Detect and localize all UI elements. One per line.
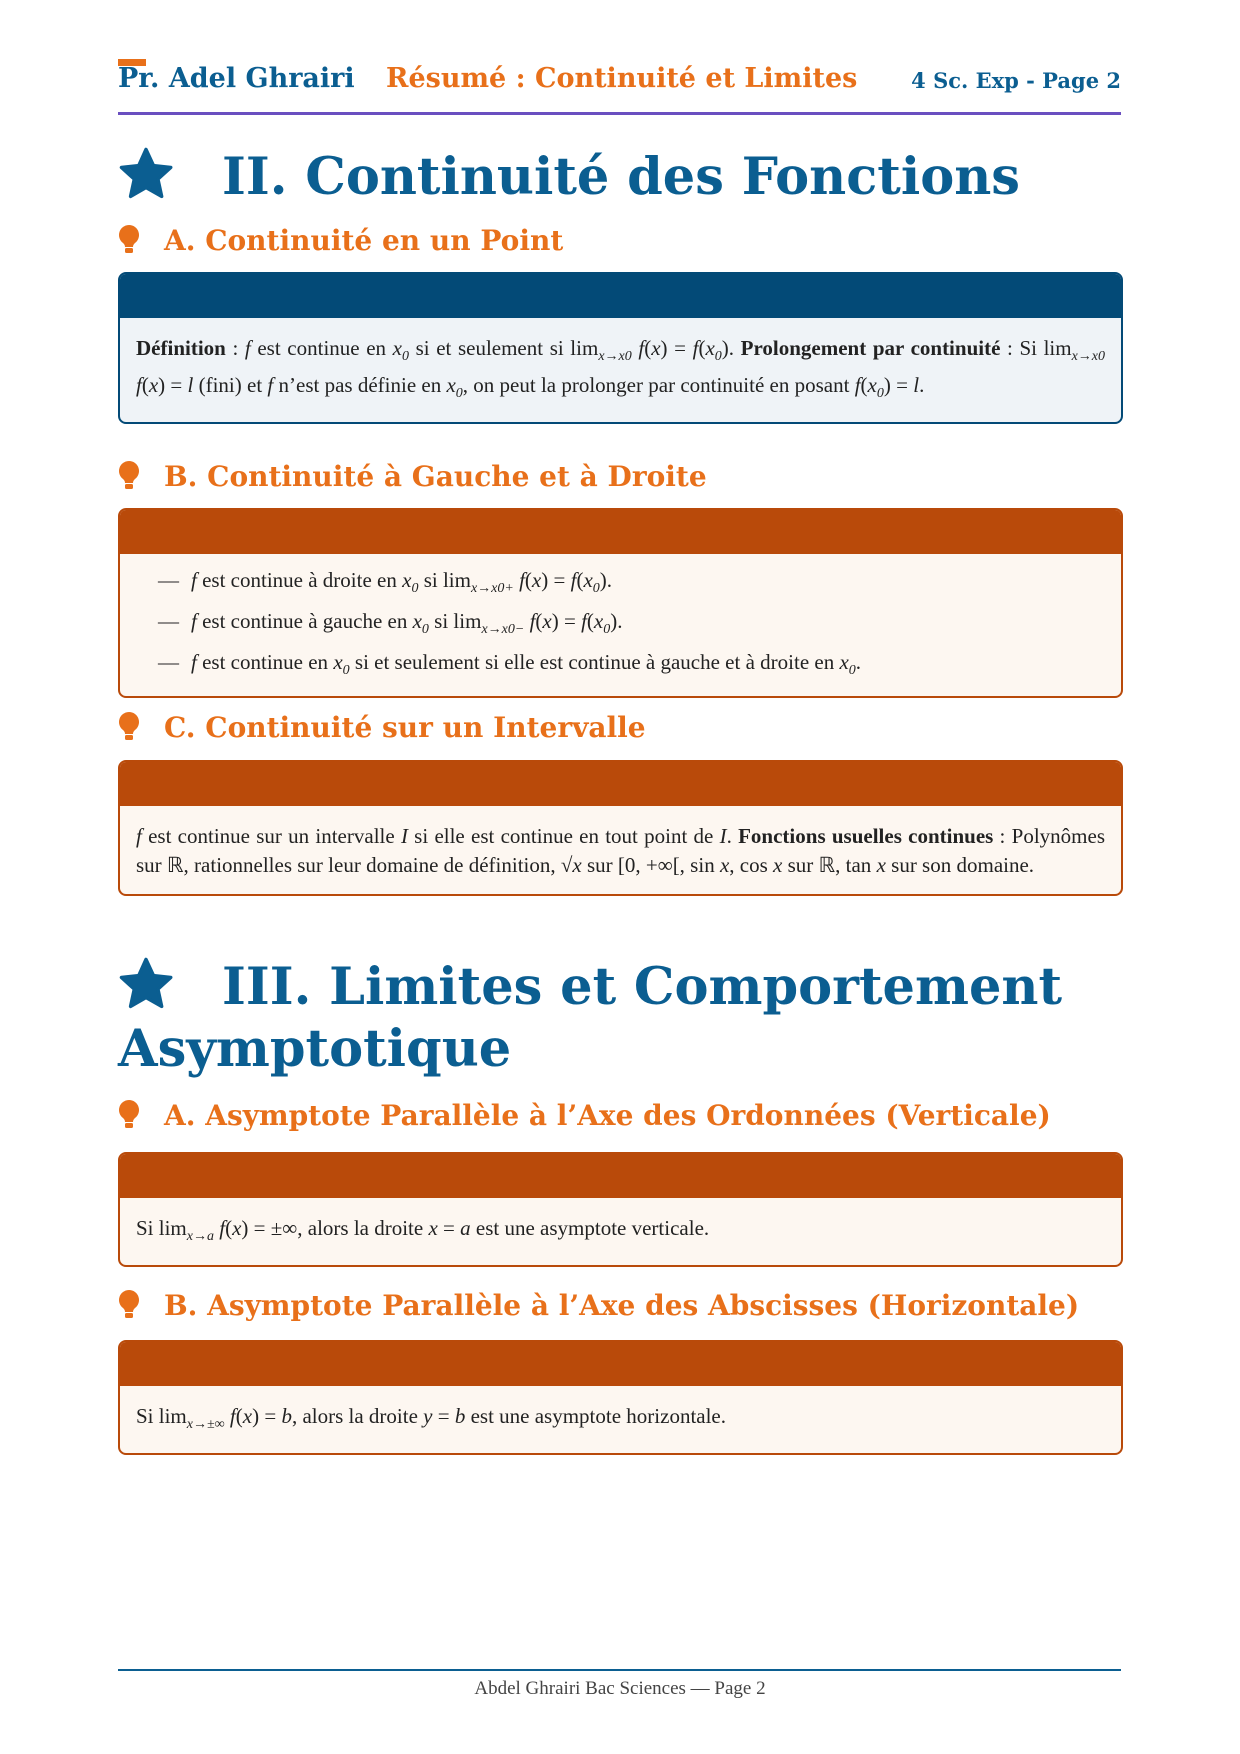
box-header-band	[120, 762, 1121, 806]
star-icon	[118, 956, 174, 1012]
math-symbol: x	[583, 568, 593, 592]
math-subscript: 0	[592, 581, 600, 597]
paragraph	[136, 1402, 1105, 1439]
text-run: est une asymptote horizontale.	[465, 1404, 727, 1428]
dash-bullet: —	[158, 568, 179, 592]
math-subscript: 0	[401, 349, 409, 365]
list-item	[158, 564, 1105, 605]
footer-text: Abdel Ghrairi Bac Sciences — Page 2	[474, 1678, 766, 1699]
paragraph	[136, 1214, 1105, 1251]
math-symbol: f	[529, 609, 536, 634]
math-symbol: l	[913, 373, 920, 398]
text-run: =	[437, 1216, 461, 1240]
text-run: , cos	[729, 853, 774, 877]
text-run: si lim	[418, 568, 471, 592]
section-title: III. Limites et Comportement Asymptotique	[118, 957, 1063, 1079]
box-header-band	[120, 510, 1121, 554]
math-symbol: a	[460, 1216, 471, 1240]
subsection-title: A. Asymptote Parallèle à l’Axe des Ordonnées (Verticale)	[164, 1099, 1051, 1132]
math-symbol: x	[446, 373, 456, 398]
math-symbol: f	[219, 1216, 226, 1240]
math-subscript: x→a	[186, 1229, 214, 1245]
math-symbol: l	[187, 373, 194, 398]
math-symbol: x	[148, 373, 159, 398]
text-run: (	[141, 373, 149, 398]
math-symbol: y	[423, 1404, 433, 1428]
text-run: ) = ±∞, alors la droite	[241, 1216, 429, 1240]
text-run: =	[432, 1404, 455, 1428]
math-subscript: 0	[876, 386, 884, 402]
text-run: (fini) et	[193, 373, 268, 398]
math-symbol: x	[531, 568, 542, 592]
text-run: est continue à droite en	[196, 568, 403, 592]
footer-rule	[118, 1669, 1121, 1671]
text-run: (	[235, 1404, 243, 1428]
lightbulb-icon	[118, 224, 140, 254]
text-run: : Si lim	[1000, 336, 1072, 360]
math-subscript: 0	[714, 349, 722, 365]
header-page: 4 Sc. Exp - Page 2	[911, 68, 1121, 93]
text-run: sur [0, +∞[, sin	[581, 853, 720, 877]
text-run: si et seulement si lim	[408, 336, 599, 360]
math-subscript: 0	[411, 581, 419, 597]
math-subscript: 0	[342, 663, 350, 679]
text-run: est continue en	[196, 650, 334, 675]
math-symbol: b	[454, 1404, 466, 1428]
text-run: (	[698, 336, 706, 360]
text-run: ).	[721, 336, 741, 360]
text-run: : Polynômes sur ℝ, rationnelles sur leur domaine de définition, √	[136, 824, 1105, 877]
math-symbol: f	[692, 336, 699, 360]
text-run: ) =	[158, 373, 188, 398]
math-symbol: x	[593, 609, 604, 634]
dash-bullet: —	[158, 650, 179, 675]
math-symbol: x	[542, 609, 552, 634]
math-symbol: f	[244, 336, 251, 360]
math-symbol: f	[854, 373, 861, 398]
text-run: si lim	[428, 609, 482, 634]
subsection-heading	[118, 460, 707, 493]
property-box	[118, 760, 1123, 896]
math-symbol: f	[229, 1404, 236, 1428]
text-run: , on peut la prolonger par continuité en posant	[462, 373, 855, 398]
text-run: (	[586, 609, 594, 634]
box-body	[120, 554, 1121, 696]
math-symbol: x	[705, 336, 715, 360]
math-symbol: x	[876, 853, 886, 877]
math-symbol: f	[570, 568, 577, 592]
math-symbol: I	[719, 824, 727, 848]
text-run: si et seulement si elle est continue à gauche et à droite en	[349, 650, 840, 675]
math-symbol: f	[136, 373, 142, 398]
text-run: si elle est continue en tout point de	[407, 824, 720, 848]
box-header-band	[120, 274, 1121, 318]
text-run: est continue sur un intervalle	[141, 824, 401, 848]
section-heading	[118, 956, 1121, 1080]
text-run: ) =	[883, 373, 914, 398]
list-item	[158, 605, 1105, 646]
paragraph	[136, 822, 1105, 880]
math-symbol: f	[191, 650, 197, 675]
text-run: (	[860, 373, 868, 398]
text-run: (	[576, 568, 584, 592]
math-symbol: x	[719, 853, 730, 877]
math-symbol: f	[191, 568, 197, 592]
math-subscript: 0	[421, 622, 429, 638]
subsection-title: B. Asymptote Parallèle à l’Axe des Abscisses (Horizontale)	[164, 1289, 1080, 1322]
math-symbol: x	[867, 373, 877, 398]
math-symbol: x	[333, 650, 343, 675]
math-subscript: 0	[848, 663, 856, 679]
math-symbol: f	[267, 373, 274, 398]
math-symbol: x	[232, 1216, 242, 1240]
bold-term: Définition	[136, 336, 226, 360]
text-run: ) =	[551, 609, 582, 634]
subsection-heading	[118, 711, 646, 744]
text-run: sur son domaine.	[885, 853, 1035, 877]
box-body	[120, 1198, 1121, 1265]
math-subscript: x→x0	[1071, 349, 1106, 365]
text-run: :	[225, 336, 245, 360]
lightbulb-icon	[118, 1099, 140, 1129]
math-symbol: f	[191, 609, 197, 634]
text-run: (	[225, 1216, 233, 1240]
math-symbol: b	[281, 1404, 292, 1428]
header-author: Pr. Adel Ghrairi	[118, 63, 355, 94]
math-symbol: x	[242, 1404, 253, 1428]
math-symbol: f	[519, 568, 525, 592]
text-run: ) =	[252, 1404, 282, 1428]
subsection-heading	[118, 1099, 1051, 1132]
text-run: n’est pas définie en	[273, 373, 447, 398]
math-symbol: x	[572, 853, 582, 877]
section-title: II. Continuité des Fonctions	[222, 147, 1021, 207]
page-header	[118, 58, 1121, 98]
lightbulb-icon	[118, 711, 140, 741]
math-subscript: x→x0	[598, 349, 632, 365]
subsection-heading	[118, 1289, 1079, 1322]
math-subscript: 0	[603, 622, 611, 638]
math-symbol: x	[428, 1216, 438, 1240]
bold-term: Prolongement par continuité	[740, 336, 1001, 360]
box-body	[120, 1386, 1121, 1453]
text-run: ) =	[541, 568, 571, 592]
subsection-heading	[118, 224, 563, 257]
text-run: est une asymptote verticale.	[470, 1216, 710, 1240]
text-run: est continue en	[250, 336, 393, 360]
math-symbol: x	[651, 336, 661, 360]
definition-box	[118, 272, 1123, 424]
math-symbol: f	[136, 824, 142, 848]
text-run: , alors la droite	[291, 1404, 424, 1428]
text-run: .	[726, 824, 739, 848]
lightbulb-icon	[118, 1289, 140, 1319]
lightbulb-icon	[118, 460, 140, 490]
text-run: (	[524, 568, 532, 592]
box-body	[120, 318, 1121, 422]
property-box	[118, 1340, 1123, 1455]
math-symbol: x	[839, 650, 849, 675]
list-item	[158, 646, 1105, 687]
header-title: Résumé : Continuité et Limites	[386, 63, 858, 94]
text-run: Si lim	[136, 1216, 187, 1240]
box-body	[120, 806, 1121, 894]
math-symbol: x	[402, 568, 412, 592]
property-box	[118, 1152, 1123, 1267]
star-icon	[118, 146, 174, 202]
bullet-list	[136, 564, 1105, 688]
box-header-band	[120, 1154, 1121, 1198]
bold-term: Fonctions usuelles continues	[738, 824, 994, 848]
math-symbol: x	[773, 853, 783, 877]
math-symbol: x	[412, 609, 422, 634]
subsection-title: B. Continuité à Gauche et à Droite	[164, 460, 707, 493]
text-run: est continue à gauche en	[196, 609, 413, 634]
math-symbol: f	[638, 336, 645, 360]
box-header-band	[120, 1342, 1121, 1386]
section-heading	[118, 146, 1121, 208]
math-subscript: 0	[455, 386, 463, 402]
math-subscript: x→x0−	[481, 622, 525, 638]
property-box	[118, 508, 1123, 698]
text-run: sur ℝ, tan	[782, 853, 877, 877]
math-subscript: x→x0+	[470, 581, 514, 597]
text-run: ) =	[660, 336, 693, 360]
text-run: Si lim	[136, 1404, 187, 1428]
text-run: (	[644, 336, 652, 360]
dash-bullet: —	[158, 609, 179, 634]
math-subscript: x→±∞	[186, 1417, 225, 1433]
text-run: ).	[599, 568, 613, 592]
paragraph	[136, 334, 1105, 408]
text-run: .	[855, 650, 862, 675]
math-symbol: I	[400, 824, 408, 848]
subsection-title: A. Continuité en un Point	[164, 224, 564, 257]
text-run: ).	[610, 609, 623, 634]
text-run: .	[919, 373, 925, 398]
header-rule	[118, 112, 1121, 115]
math-symbol: x	[392, 336, 402, 360]
subsection-title: C. Continuité sur un Intervalle	[164, 711, 646, 744]
text-run: (	[535, 609, 543, 634]
math-symbol: f	[581, 609, 587, 634]
